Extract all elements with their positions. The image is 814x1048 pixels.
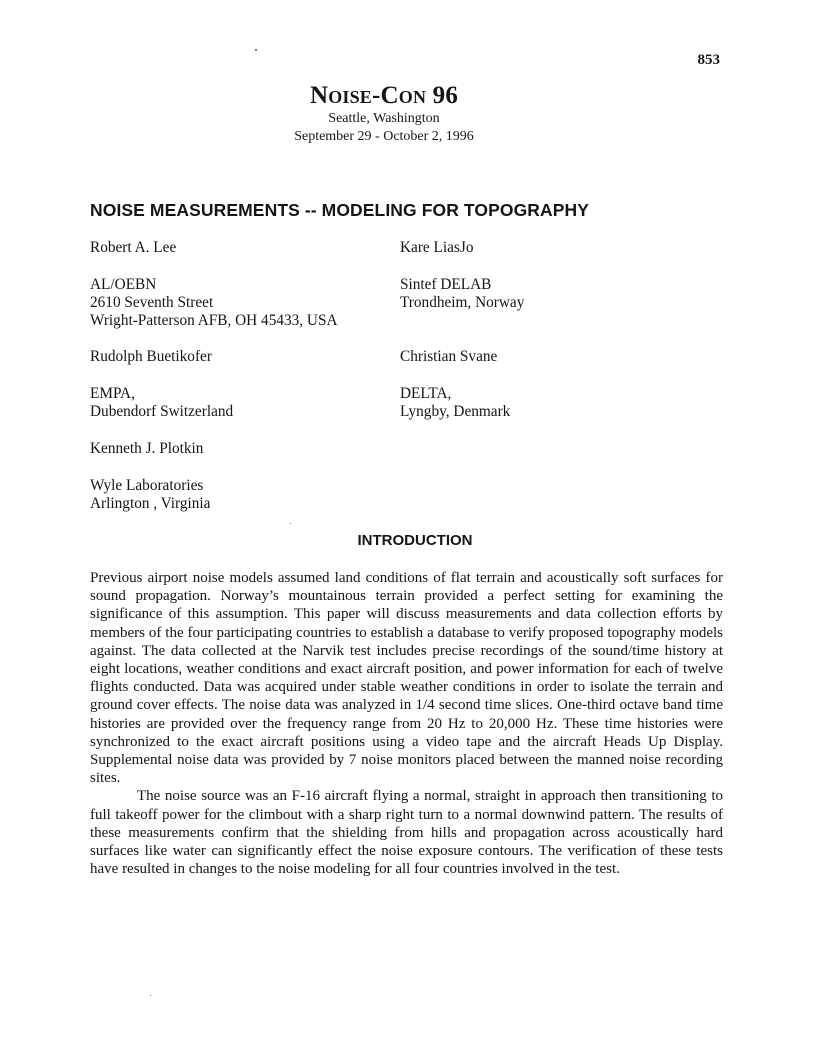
scan-speck <box>255 49 257 51</box>
author-name: Kare LiasJo <box>400 239 474 256</box>
author-name: Robert A. Lee <box>90 239 177 256</box>
scan-speck <box>150 995 151 996</box>
author-block <box>400 239 524 312</box>
page-number: 853 <box>697 52 720 68</box>
author-affiliation-line: Lyngby, Denmark <box>400 402 511 420</box>
author-block <box>90 348 233 421</box>
author-affiliation-line: Wyle Laboratories <box>90 476 204 494</box>
author-name: Christian Svane <box>400 348 498 365</box>
paragraph: Previous airport noise models assumed land conditions of flat terrain and acoustically soft surfaces for sound propagation. Norway’s mountainous terrain provided a perfect setting for examining the significance of this assumption. This paper will discuss measurements and data collection efforts by members of the four participating countries to establish a database to verify proposed topography models against. The data collected at the Narvik test includes precise recordings of the sound/time history at eight locations, weather conditions and exact aircraft position, and power information for each of twelve flights conducted. Data was acquired under stable weather conditions in order to isolate the terrain and ground cover effects. The noise data was analyzed in 1/4 second time slices. One-third octave band time histories are provided over the frequency range from 20 Hz to 20,000 Hz. These time histories were synchronized to the exact aircraft positions using a video tape and the aircraft Heads Up Display. Supplemental noise data was provided by 7 noise monitors placed between the manned noise recording sites. <box>90 570 723 787</box>
author-block <box>90 239 338 330</box>
author-affiliation-line: Arlington , Virginia <box>90 494 211 512</box>
paper-title: NOISE MEASUREMENTS -- MODELING FOR TOPOGRAPHY <box>90 200 590 220</box>
scan-speck <box>290 523 291 524</box>
conference-location: Seattle, Washington <box>328 111 440 126</box>
author-name: Kenneth J. Plotkin <box>90 440 204 457</box>
author-affiliation-line: Wright-Patterson AFB, OH 45433, USA <box>90 312 338 330</box>
author-affiliation-line: DELTA, <box>400 384 452 402</box>
conference-header <box>234 82 534 146</box>
author-affiliation-line: Trondheim, Norway <box>400 293 525 311</box>
author-affiliation-line: EMPA, <box>90 384 135 402</box>
author-affiliation-line: 2610 Seventh Street <box>90 293 214 311</box>
author-affiliation-line: AL/OEBN <box>90 275 157 293</box>
author-block <box>400 348 510 421</box>
author-affiliation-line: Sintef DELAB <box>400 275 492 293</box>
section-heading: INTRODUCTION <box>357 532 473 549</box>
conference-dates: September 29 - October 2, 1996 <box>294 129 474 144</box>
paragraph: The noise source was an F-16 aircraft flying a normal, straight in approach then transitioning to full takeoff power for the climbout with a sharp right turn to a normal downwind pattern. The results of these measurements confirm that the shielding from hills and propagation across acoustically hard surfaces like water can significantly effect the noise exposure contours. The verification of these tests have resulted in changes to the noise modeling for all four countries involved in the test. <box>90 788 723 878</box>
conference-title: Noise-Con 96 <box>309 82 459 109</box>
author-name: Rudolph Buetikofer <box>90 348 212 365</box>
author-block <box>90 440 210 513</box>
author-affiliation-line: Dubendorf Switzerland <box>90 402 234 420</box>
body-text <box>90 569 723 878</box>
